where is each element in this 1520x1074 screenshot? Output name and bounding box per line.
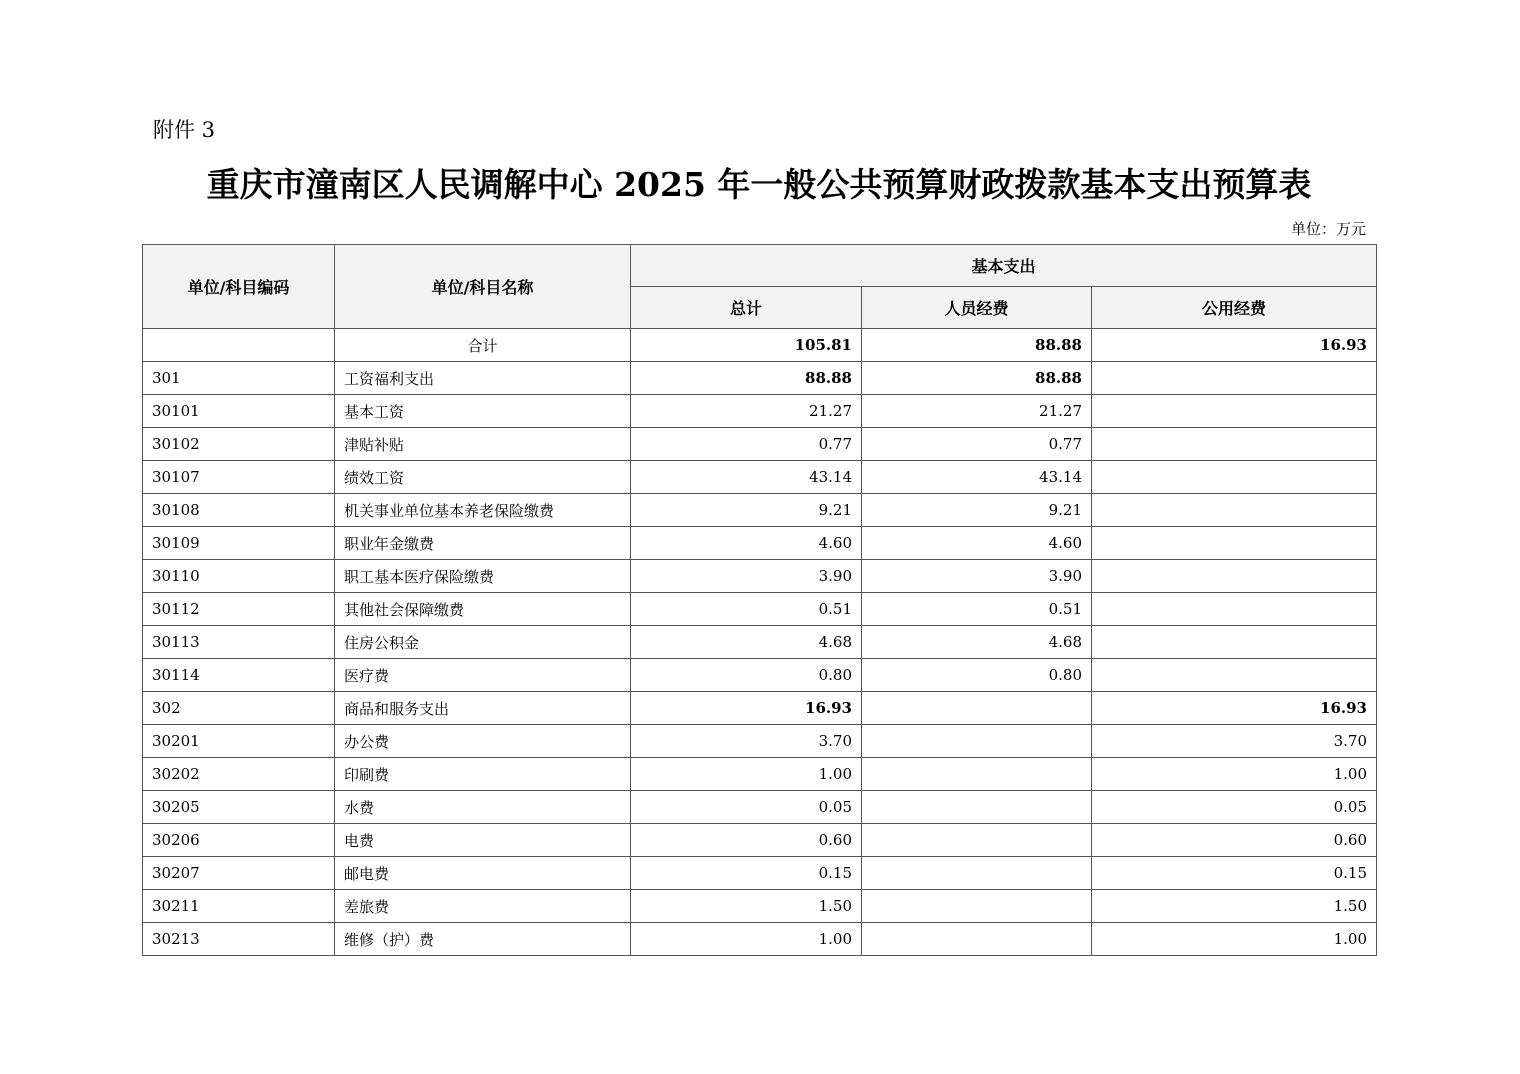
cell-code: 30114 bbox=[143, 659, 335, 692]
cell-public: 1.00 bbox=[1092, 758, 1377, 791]
cell-public bbox=[1092, 362, 1377, 395]
cell-total: 0.77 bbox=[631, 428, 862, 461]
table-header bbox=[143, 245, 1377, 329]
cell-personnel: 21.27 bbox=[862, 395, 1092, 428]
header-name: 单位/科目名称 bbox=[335, 245, 631, 329]
cell-personnel bbox=[862, 725, 1092, 758]
cell-code: 30205 bbox=[143, 791, 335, 824]
cell-personnel bbox=[862, 758, 1092, 791]
cell-code: 30202 bbox=[143, 758, 335, 791]
cell-total: 1.50 bbox=[631, 890, 862, 923]
cell-name: 维修（护）费 bbox=[335, 923, 631, 956]
cell-code: 30206 bbox=[143, 824, 335, 857]
table-row bbox=[143, 692, 1377, 725]
cell-public: 1.50 bbox=[1092, 890, 1377, 923]
cell-total: 4.68 bbox=[631, 626, 862, 659]
table-row bbox=[143, 428, 1377, 461]
cell-code: 30213 bbox=[143, 923, 335, 956]
cell-public: 0.60 bbox=[1092, 824, 1377, 857]
cell-personnel: 43.14 bbox=[862, 461, 1092, 494]
table-row bbox=[143, 593, 1377, 626]
cell-public: 16.93 bbox=[1092, 692, 1377, 725]
cell-total: 4.60 bbox=[631, 527, 862, 560]
table-row bbox=[143, 329, 1377, 362]
cell-personnel: 88.88 bbox=[862, 329, 1092, 362]
cell-code: 30110 bbox=[143, 560, 335, 593]
table-row bbox=[143, 923, 1377, 956]
table-row bbox=[143, 758, 1377, 791]
cell-code: 30112 bbox=[143, 593, 335, 626]
cell-code: 30201 bbox=[143, 725, 335, 758]
table-row bbox=[143, 725, 1377, 758]
cell-public: 0.15 bbox=[1092, 857, 1377, 890]
table-row bbox=[143, 791, 1377, 824]
cell-public: 16.93 bbox=[1092, 329, 1377, 362]
cell-name: 印刷费 bbox=[335, 758, 631, 791]
cell-code: 30102 bbox=[143, 428, 335, 461]
cell-personnel: 0.77 bbox=[862, 428, 1092, 461]
cell-code: 30113 bbox=[143, 626, 335, 659]
cell-personnel bbox=[862, 791, 1092, 824]
table-row bbox=[143, 494, 1377, 527]
cell-public: 0.05 bbox=[1092, 791, 1377, 824]
cell-personnel: 9.21 bbox=[862, 494, 1092, 527]
cell-total: 21.27 bbox=[631, 395, 862, 428]
cell-code: 30109 bbox=[143, 527, 335, 560]
cell-public bbox=[1092, 395, 1377, 428]
cell-total: 0.60 bbox=[631, 824, 862, 857]
unit-label: 单位：万元 bbox=[1290, 220, 1366, 238]
cell-total: 3.70 bbox=[631, 725, 862, 758]
cell-total: 1.00 bbox=[631, 923, 862, 956]
cell-name: 医疗费 bbox=[335, 659, 631, 692]
cell-total: 0.15 bbox=[631, 857, 862, 890]
table-row bbox=[143, 395, 1377, 428]
cell-total: 0.80 bbox=[631, 659, 862, 692]
cell-code: 301 bbox=[143, 362, 335, 395]
cell-public bbox=[1092, 428, 1377, 461]
cell-code: 30101 bbox=[143, 395, 335, 428]
cell-code bbox=[143, 329, 335, 362]
cell-personnel bbox=[862, 923, 1092, 956]
cell-code: 30211 bbox=[143, 890, 335, 923]
table-body bbox=[143, 329, 1377, 956]
table-row bbox=[143, 824, 1377, 857]
cell-public bbox=[1092, 527, 1377, 560]
cell-name: 合计 bbox=[335, 329, 631, 362]
cell-total: 3.90 bbox=[631, 560, 862, 593]
attachment-label: 附件 3 bbox=[153, 118, 216, 142]
cell-name: 水费 bbox=[335, 791, 631, 824]
cell-public bbox=[1092, 494, 1377, 527]
cell-personnel: 0.80 bbox=[862, 659, 1092, 692]
cell-public: 1.00 bbox=[1092, 923, 1377, 956]
cell-name: 职工基本医疗保险缴费 bbox=[335, 560, 631, 593]
cell-code: 302 bbox=[143, 692, 335, 725]
cell-name: 机关事业单位基本养老保险缴费 bbox=[335, 494, 631, 527]
cell-name: 其他社会保障缴费 bbox=[335, 593, 631, 626]
cell-total: 105.81 bbox=[631, 329, 862, 362]
cell-personnel bbox=[862, 857, 1092, 890]
cell-total: 88.88 bbox=[631, 362, 862, 395]
cell-personnel: 88.88 bbox=[862, 362, 1092, 395]
header-basic-expenditure: 基本支出 bbox=[631, 245, 1377, 287]
cell-public bbox=[1092, 560, 1377, 593]
cell-personnel: 0.51 bbox=[862, 593, 1092, 626]
page-title: 重庆市潼南区人民调解中心 2025 年一般公共预算财政拨款基本支出预算表 bbox=[206, 165, 1312, 204]
cell-total: 0.51 bbox=[631, 593, 862, 626]
cell-personnel bbox=[862, 824, 1092, 857]
cell-personnel bbox=[862, 692, 1092, 725]
budget-table bbox=[142, 244, 1377, 956]
cell-personnel: 4.60 bbox=[862, 527, 1092, 560]
cell-code: 30108 bbox=[143, 494, 335, 527]
cell-public: 3.70 bbox=[1092, 725, 1377, 758]
cell-total: 9.21 bbox=[631, 494, 862, 527]
cell-personnel: 4.68 bbox=[862, 626, 1092, 659]
cell-name: 邮电费 bbox=[335, 857, 631, 890]
cell-public bbox=[1092, 593, 1377, 626]
cell-total: 1.00 bbox=[631, 758, 862, 791]
cell-name: 住房公积金 bbox=[335, 626, 631, 659]
cell-name: 津贴补贴 bbox=[335, 428, 631, 461]
cell-total: 0.05 bbox=[631, 791, 862, 824]
table-row bbox=[143, 626, 1377, 659]
cell-name: 差旅费 bbox=[335, 890, 631, 923]
header-personnel: 人员经费 bbox=[862, 287, 1092, 329]
cell-public bbox=[1092, 659, 1377, 692]
table-row bbox=[143, 857, 1377, 890]
cell-personnel: 3.90 bbox=[862, 560, 1092, 593]
cell-personnel bbox=[862, 890, 1092, 923]
table-row bbox=[143, 560, 1377, 593]
cell-name: 职业年金缴费 bbox=[335, 527, 631, 560]
table-row bbox=[143, 461, 1377, 494]
cell-name: 商品和服务支出 bbox=[335, 692, 631, 725]
cell-name: 基本工资 bbox=[335, 395, 631, 428]
cell-total: 43.14 bbox=[631, 461, 862, 494]
cell-code: 30207 bbox=[143, 857, 335, 890]
cell-public bbox=[1092, 626, 1377, 659]
table-row bbox=[143, 362, 1377, 395]
header-total: 总计 bbox=[631, 287, 862, 329]
cell-name: 电费 bbox=[335, 824, 631, 857]
header-code: 单位/科目编码 bbox=[143, 245, 335, 329]
header-public: 公用经费 bbox=[1092, 287, 1377, 329]
cell-total: 16.93 bbox=[631, 692, 862, 725]
cell-name: 绩效工资 bbox=[335, 461, 631, 494]
cell-name: 办公费 bbox=[335, 725, 631, 758]
table-row bbox=[143, 659, 1377, 692]
table-row bbox=[143, 890, 1377, 923]
cell-name: 工资福利支出 bbox=[335, 362, 631, 395]
cell-public bbox=[1092, 461, 1377, 494]
cell-code: 30107 bbox=[143, 461, 335, 494]
table-row bbox=[143, 527, 1377, 560]
